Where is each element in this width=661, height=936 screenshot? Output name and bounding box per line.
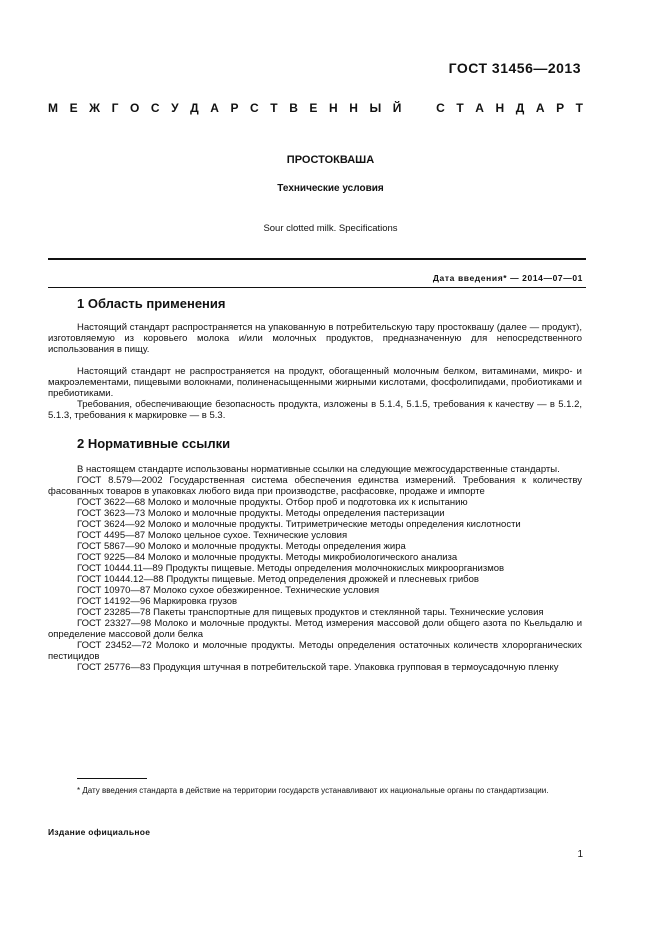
standard-type-letter: У: [171, 101, 179, 115]
standard-type-letter: Д: [190, 101, 199, 115]
reference-item: ГОСТ 23285—78 Пакеты транспортные для пищевых продуктов и стеклянной тары. Технические условия: [77, 607, 544, 618]
standard-type-letter: Ы: [369, 101, 382, 115]
footnote: * Дату введения стандарта в действие на территории государств устанавливают их национальные органы по стандартизации.: [77, 786, 549, 795]
standard-type-heading: [48, 101, 583, 115]
standard-type-letter: С: [436, 101, 445, 115]
reference-item: ГОСТ 23327—98 Молоко и молочные продукты. Метод измерения массовой доли общего азота по Кьельдалю и определение массовой доли белка: [48, 618, 582, 640]
standard-type-letter: О: [129, 101, 140, 115]
introduction-date: Дата введения* — 2014—07—01: [432, 273, 583, 283]
standard-type-letter: Е: [309, 101, 318, 115]
standard-type-letter: Т: [575, 101, 583, 115]
standard-type-letter: Е: [69, 101, 78, 115]
reference-item: ГОСТ 3622—68 Молоко и молочные продукты. Отбор проб и подготовка их к испытанию: [77, 497, 468, 508]
reference-item: ГОСТ 4495—87 Молоко цельное сухое. Технические условия: [77, 530, 348, 541]
title-divider-thick: [48, 258, 586, 260]
reference-item: ГОСТ 3624—92 Молоко и молочные продукты. Титриметрические методы определения кислотности: [77, 519, 521, 530]
document-subtitle: Технические условия: [277, 183, 384, 194]
standard-type-letter: Н: [329, 101, 338, 115]
reference-item: ГОСТ 14192—96 Маркировка грузов: [77, 596, 238, 607]
standard-type-letter: Ж: [89, 101, 100, 115]
standard-type-letter: С: [150, 101, 160, 115]
reference-item: ГОСТ 10444.12—88 Продукты пищевые. Метод определения дрожжей и плесневых грибов: [77, 574, 479, 585]
standard-type-letter: Н: [349, 101, 358, 115]
normative-references-list: [48, 464, 582, 673]
standard-type-letter: В: [289, 101, 298, 115]
title-divider-thin: [48, 287, 586, 288]
document-number: ГОСТ 31456—2013: [448, 60, 581, 76]
standard-type-letter: Р: [230, 101, 239, 115]
reference-item: ГОСТ 10970—87 Молоко сухое обезжиренное. Технические условия: [77, 585, 380, 596]
reference-item: ГОСТ 23452—72 Молоко и молочные продукты. Методы определения остаточных количеств хлорорганических пестицидов: [48, 640, 582, 662]
reference-item: ГОСТ 9225—84 Молоко и молочные продукты. Методы микробиологического анализа: [77, 552, 458, 563]
standard-type-letter: С: [250, 101, 259, 115]
section-2-heading: 2 Нормативные ссылки: [77, 436, 231, 451]
standard-type-letter: Т: [270, 101, 278, 115]
standard-type-letter: Г: [111, 101, 119, 115]
english-title: Sour clotted milk. Specifications: [263, 223, 398, 234]
reference-item: ГОСТ 25776—83 Продукция штучная в потребительской таре. Упаковка групповая в термоусадочную пленку: [77, 662, 559, 673]
standard-type-letter: Д: [515, 101, 525, 115]
standard-type-letter: Р: [556, 101, 565, 115]
references-intro: В настоящем стандарте использованы нормативные ссылки на следующие межгосударственные стандарты.: [77, 464, 560, 475]
footnote-divider: [77, 778, 147, 779]
edition-label: Издание официальное: [48, 827, 151, 837]
page-number: 1: [577, 849, 583, 860]
reference-item: ГОСТ 3623—73 Молоко и молочные продукты. Методы определения пастеризации: [77, 508, 445, 519]
standard-type-letter: Й: [392, 101, 402, 115]
reference-item: ГОСТ 10444.11—89 Продукты пищевые. Методы определения молочнокислых микроорганизмов: [77, 563, 505, 574]
standard-type-letter: Т: [456, 101, 464, 115]
reference-item: ГОСТ 8.579—2002 Государственная система обеспечения единства измерений. Требования к количеству фасованных товаров в упаковках любого вида при производстве, расфасовке, продаже и импорте: [48, 475, 582, 497]
document-title: ПРОСТОКВАША: [286, 154, 375, 166]
standard-type-letter: А: [210, 101, 219, 115]
section-1-paragraph: Требования, обеспечивающие безопасность продукта, изложены в 5.1.4, 5.1.5, требования к качеству — в 5.1.2, 5.1.3, требования к маркировке — в 5.3.: [48, 399, 582, 421]
section-1-heading: 1 Область применения: [77, 296, 226, 311]
reference-item: ГОСТ 5867—90 Молоко и молочные продукты. Методы определения жира: [77, 541, 406, 552]
standard-type-letter: М: [48, 101, 58, 115]
section-1-paragraph: Настоящий стандарт не распространяется на продукт, обогащенный молочным белком, витаминами, микро- и макроэлементами, пищевыми волокнами, полиненасыщенными жирными кислотами, фосфолипидами, пробиотиками и пребиотиками.: [48, 366, 582, 399]
standard-type-letter: Н: [495, 101, 505, 115]
standard-type-letter: А: [475, 101, 484, 115]
section-1-paragraph: Настоящий стандарт распространяется на упакованную в потребительскую тару простоквашу (далее — продукт), изготовляемую из коровьего молока и/или молочных продуктов, предназначенную для непосредственного использования в пищу.: [48, 322, 582, 355]
standard-type-letter: А: [535, 101, 545, 115]
